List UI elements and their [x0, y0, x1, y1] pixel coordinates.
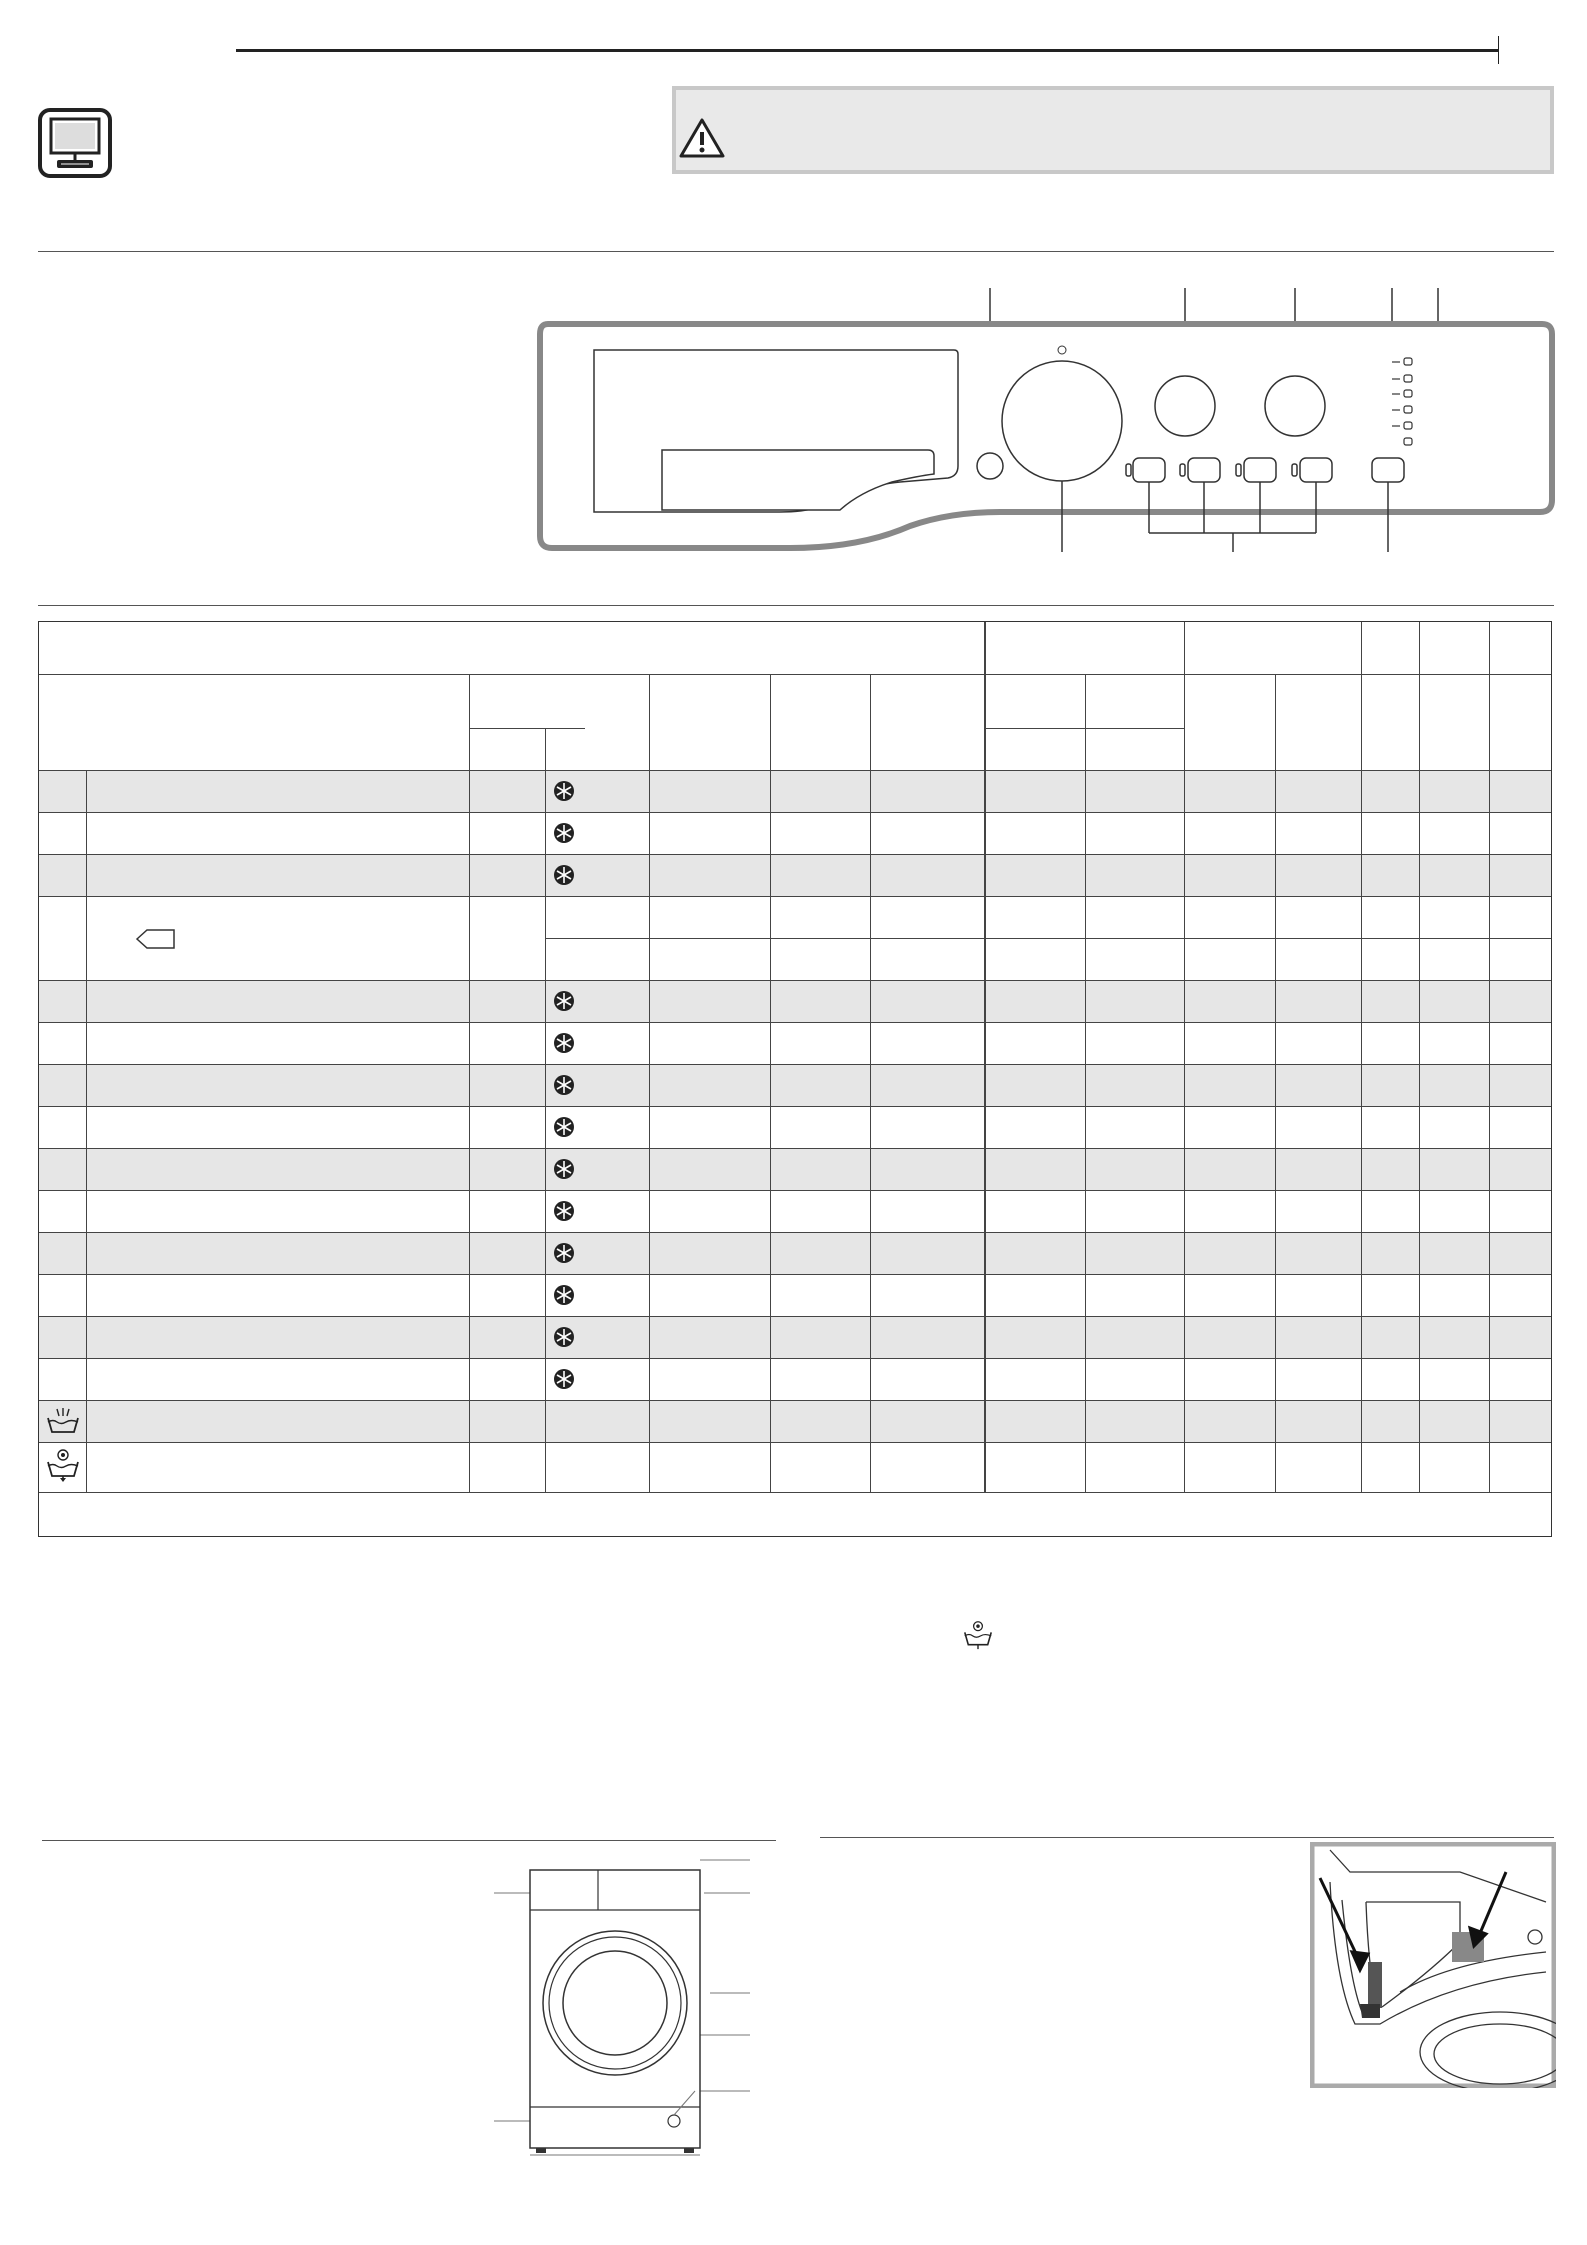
table-rule: [39, 812, 1551, 813]
table-rule: [984, 622, 986, 1492]
table-rule: [649, 674, 650, 1492]
table-row-shade: [39, 1232, 1551, 1274]
rinse-basin-icon: [45, 1406, 81, 1436]
table-rule: [39, 1274, 1551, 1275]
cold-snowflake-icon: [553, 990, 575, 1012]
control-panel-diagram: [530, 286, 1560, 556]
table-rule: [1419, 622, 1420, 1492]
table-row-shade: [39, 1148, 1551, 1190]
table-rule: [1184, 622, 1185, 1492]
table-rule: [470, 728, 585, 729]
section-rule-appliance: [42, 1840, 776, 1841]
table-row-shade: [39, 1064, 1551, 1106]
table-rule: [39, 854, 1551, 855]
washing-machine-front-diagram: [488, 1855, 758, 2160]
table-rule: [39, 896, 1551, 897]
header-rule: [236, 49, 1498, 52]
section-rule-dispenser: [820, 1837, 1554, 1838]
table-rule: [1085, 674, 1086, 1492]
table-rule: [770, 674, 771, 1492]
table-rule: [39, 1022, 1551, 1023]
cold-snowflake-icon: [553, 1326, 575, 1348]
header-rule-tick: [1498, 36, 1499, 64]
table-rule: [39, 980, 1551, 981]
warning-triangle-icon: [678, 117, 726, 159]
table-rule: [469, 674, 470, 1492]
table-rule: [39, 1442, 1551, 1443]
warning-box: [672, 86, 1554, 174]
table-rule: [39, 1232, 1551, 1233]
table-rule: [39, 1358, 1551, 1359]
table-row-shade: [39, 770, 1551, 812]
cold-snowflake-icon: [553, 1074, 575, 1096]
cold-snowflake-icon: [553, 1368, 575, 1390]
programme-table: [38, 621, 1552, 1537]
table-row-shade: [39, 1316, 1551, 1358]
table-rule: [39, 1106, 1551, 1107]
table-rule: [39, 1064, 1551, 1065]
section-rule-control-panel: [38, 251, 1554, 252]
cold-snowflake-icon: [553, 1200, 575, 1222]
table-rule: [39, 674, 1551, 675]
spin-drain-basin-icon: [45, 1448, 81, 1482]
table-row-shade: [39, 854, 1551, 896]
cold-snowflake-icon: [553, 780, 575, 802]
table-rule: [39, 770, 1551, 771]
table-rule: [39, 1316, 1551, 1317]
table-rule: [39, 1148, 1551, 1149]
cold-snowflake-icon: [553, 1284, 575, 1306]
table-rule: [1489, 622, 1490, 1492]
table-rule: [39, 1492, 1551, 1493]
table-rule: [1275, 674, 1276, 1492]
table-rule: [39, 1400, 1551, 1401]
table-row-shade: [39, 1400, 1551, 1442]
monitor-icon: [37, 107, 113, 179]
table-rule: [545, 728, 546, 1492]
cold-snowflake-icon: [553, 864, 575, 886]
cold-snowflake-icon: [553, 1158, 575, 1180]
spin-drain-basin-icon: [962, 1620, 994, 1650]
table-row-shade: [39, 980, 1551, 1022]
table-rule: [1361, 622, 1362, 1492]
detergent-dispenser-illustration: [1310, 1842, 1556, 2088]
label-tag-icon: [135, 927, 177, 951]
table-rule: [39, 1190, 1551, 1191]
table-rule: [546, 938, 1551, 939]
table-rule: [870, 674, 871, 1492]
cold-snowflake-icon: [553, 822, 575, 844]
section-rule-table: [38, 605, 1554, 606]
cold-snowflake-icon: [553, 1242, 575, 1264]
cold-snowflake-icon: [553, 1116, 575, 1138]
table-rule: [86, 770, 87, 1492]
cold-snowflake-icon: [553, 1032, 575, 1054]
